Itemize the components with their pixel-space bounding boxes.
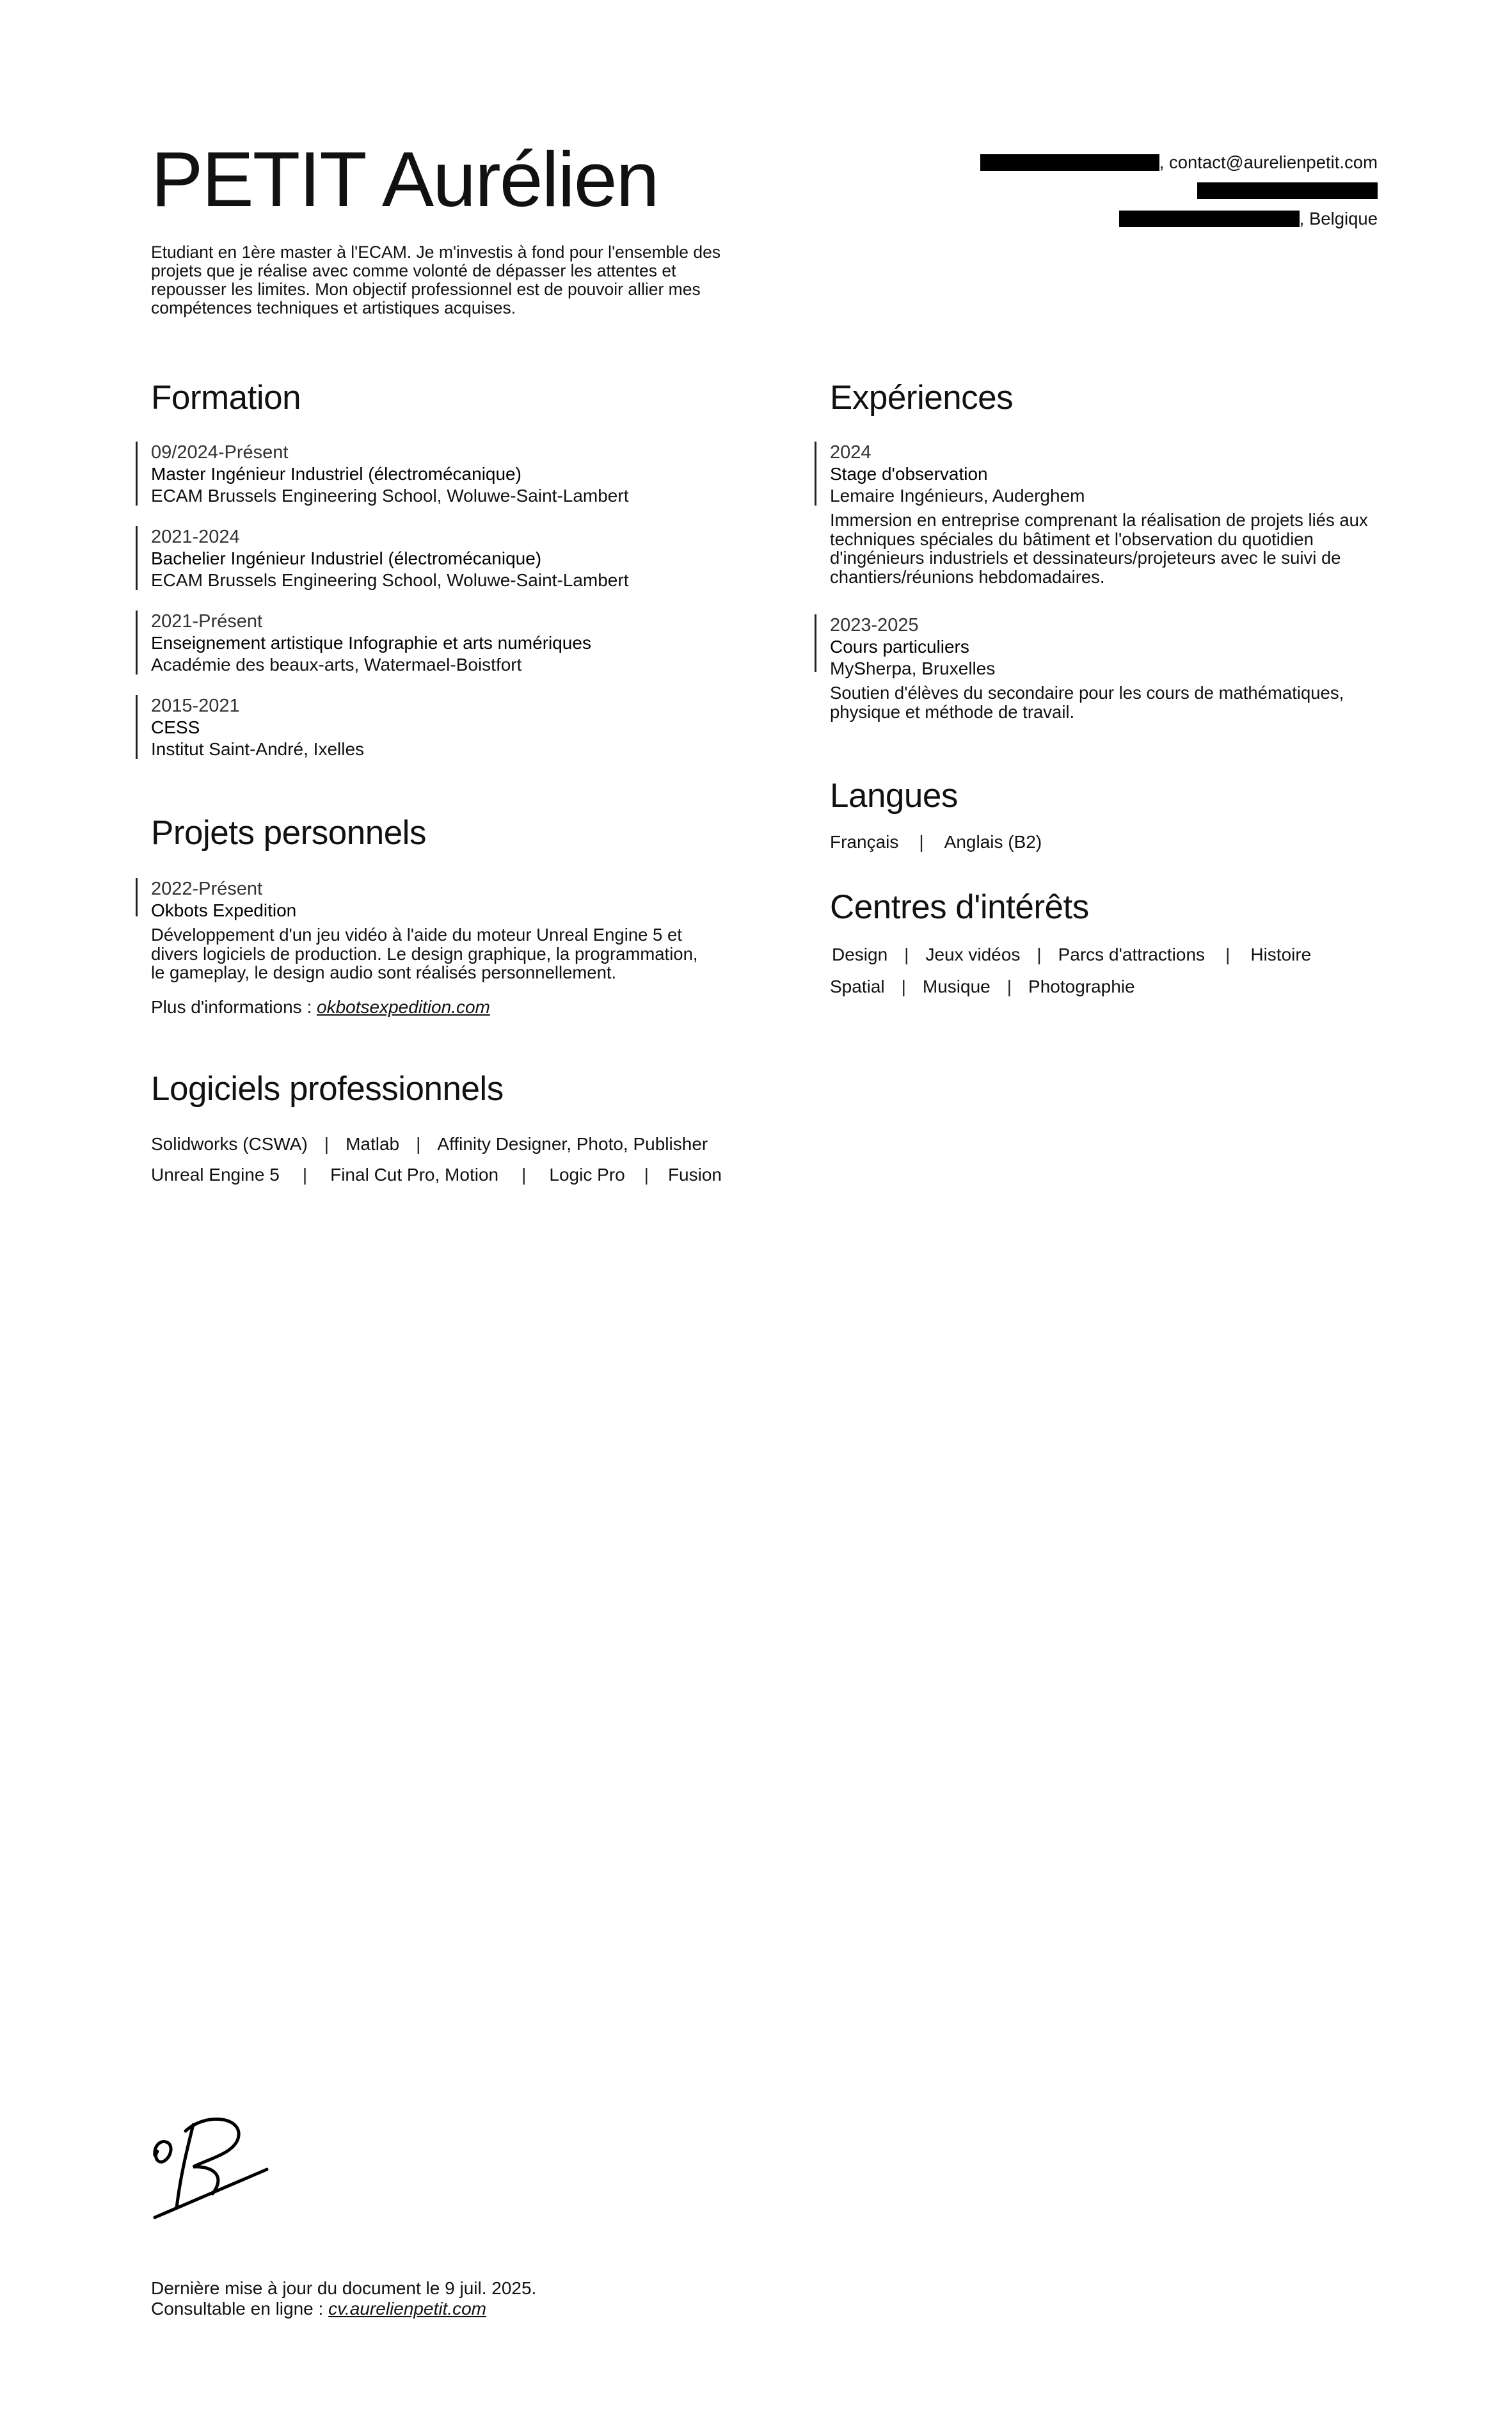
formation-entry <box>151 442 791 507</box>
redacted-phone <box>980 154 1159 171</box>
contact-address-line <box>930 205 1378 233</box>
interest-item: Jeux vidéos <box>925 945 1021 964</box>
formation-entry <box>151 611 791 676</box>
software-item: Final Cut Pro, Motion <box>330 1165 499 1185</box>
entry-title: Bachelier Ingénieur Industriel (électromécanique) <box>151 548 542 568</box>
footer <box>151 2278 536 2319</box>
logiciels-title: Logiciels professionnels <box>151 1070 504 1108</box>
interets-title: Centres d'intérêts <box>830 888 1089 926</box>
entry-org: ECAM Brussels Engineering School, Woluwe-Saint-Lambert <box>151 486 629 506</box>
redacted-street <box>1197 182 1378 199</box>
formation-title: Formation <box>151 379 301 417</box>
entry-date: 2021-Présent <box>151 611 263 632</box>
entry-date: 2022-Présent <box>151 879 263 899</box>
entry-date: 2015-2021 <box>151 696 240 716</box>
interest-item: Photographie <box>1028 977 1135 996</box>
project-more-info <box>151 996 714 1018</box>
entry-bar <box>136 878 138 916</box>
first-name: Aurélien <box>381 136 658 223</box>
entry-title: Okbots Expedition <box>151 900 297 920</box>
formation-entry <box>151 526 791 591</box>
separator: | <box>324 1134 330 1154</box>
logiciels-row-2 <box>151 1162 722 1188</box>
logiciels-row-1 <box>151 1131 708 1157</box>
langues-row <box>830 829 1042 855</box>
interest-item: Musique <box>922 977 991 996</box>
interets-row-2 <box>830 974 1135 1000</box>
entry-bar <box>136 526 138 590</box>
separator: | <box>901 977 906 996</box>
software-item: Matlab <box>346 1134 400 1154</box>
signature-stroke <box>155 2141 171 2162</box>
footer-online-label: Consultable en ligne : <box>151 2299 329 2319</box>
separator: | <box>1225 945 1230 964</box>
interest-item: Parcs d'attractions <box>1058 945 1206 964</box>
language-item: Français <box>830 832 899 852</box>
separator: | <box>644 1165 649 1185</box>
entry-org: MySherpa, Bruxelles <box>830 659 996 678</box>
interest-item: Histoire <box>1250 945 1312 964</box>
entry-date: 2023-2025 <box>830 615 919 635</box>
experience-entry <box>830 442 1393 586</box>
entry-title: Enseignement artistique Infographie et arts numériques <box>151 633 591 653</box>
entry-org: ECAM Brussels Engineering School, Woluwe-Saint-Lambert <box>151 570 629 590</box>
separator: | <box>919 832 924 852</box>
projets-title: Projets personnels <box>151 814 426 852</box>
entry-title: Cours particuliers <box>830 637 969 657</box>
separator: | <box>904 945 909 964</box>
software-item: Fusion <box>667 1165 722 1185</box>
entry-description: Développement d'un jeu vidéo à l'aide du moteur Unreal Engine 5 et divers logiciels de production. Le design graphique, la programmation, le gameplay, le design audio sont réalisés personnellement. <box>151 925 698 982</box>
signature-stroke <box>186 2119 239 2194</box>
language-item: Anglais (B2) <box>944 832 1042 852</box>
interest-item: Design <box>832 945 888 964</box>
experience-entry <box>830 614 1393 721</box>
separator: | <box>1037 945 1042 964</box>
redacted-city <box>1119 211 1300 227</box>
contact-block <box>930 148 1378 233</box>
contact-redacted-line <box>930 177 1378 205</box>
contact-country: , Belgique <box>1299 209 1378 228</box>
entry-org: Lemaire Ingénieurs, Auderghem <box>830 486 1085 506</box>
footer-updated: Dernière mise à jour du document le 9 juil. 2025. <box>151 2278 537 2298</box>
entry-bar <box>136 695 138 759</box>
entry-title: Stage d'observation <box>830 464 988 484</box>
project-entry <box>151 878 714 1018</box>
entry-bar <box>815 614 816 672</box>
entry-description: Soutien d'élèves du secondaire pour les cours de mathématiques, physique et méthode de travail. <box>830 683 1344 722</box>
signature-image <box>148 2112 276 2240</box>
footer-online-link[interactable]: cv.aurelienpetit.com <box>328 2299 487 2319</box>
entry-org: Institut Saint-André, Ixelles <box>151 739 365 759</box>
separator: | <box>521 1165 527 1185</box>
entry-date: 09/2024-Présent <box>151 442 289 463</box>
entry-title: Master Ingénieur Industriel (électromécanique) <box>151 464 521 484</box>
contact-email-line <box>930 148 1378 177</box>
entry-bar <box>136 442 138 506</box>
entry-title: CESS <box>151 717 200 737</box>
software-item: Affinity Designer, Photo, Publisher <box>437 1134 708 1154</box>
interets-row-1 <box>832 942 1311 968</box>
footer-online <box>151 2299 536 2319</box>
more-info-label: Plus d'informations : <box>151 996 317 1017</box>
software-item: Solidworks (CSWA) <box>151 1134 308 1154</box>
entry-description: Immersion en entreprise comprenant la réalisation de projets liés aux techniques spéciales du bâtiment et l'observation du quotidien d'ingénieurs industriels et dessinateurs/projeteurs avec le suivi de chantiers/réunions hebdomadaires. <box>830 510 1368 587</box>
entry-org: Académie des beaux-arts, Watermael-Boistfort <box>151 655 522 675</box>
entry-bar <box>136 611 138 675</box>
experiences-title: Expériences <box>830 379 1014 417</box>
signature-stroke <box>177 2125 193 2208</box>
name-heading <box>151 131 658 227</box>
separator: | <box>416 1134 421 1154</box>
software-item: Unreal Engine 5 <box>151 1165 280 1185</box>
entry-bar <box>815 442 816 506</box>
software-item: Logic Pro <box>549 1165 625 1185</box>
entry-date: 2021-2024 <box>151 527 240 547</box>
formation-entry <box>151 695 791 760</box>
signature-stroke <box>155 2169 267 2217</box>
contact-email: , contact@aurelienpetit.com <box>1159 152 1378 172</box>
separator: | <box>1007 977 1012 996</box>
last-name: PETIT <box>151 136 366 223</box>
langues-title: Langues <box>830 777 958 815</box>
project-website-link[interactable]: okbotsexpedition.com <box>317 996 490 1017</box>
separator: | <box>302 1165 308 1185</box>
interest-item: Spatial <box>830 977 885 996</box>
summary-text: Etudiant en 1ère master à l'ECAM. Je m'investis à fond pour l'ensemble des projets que je réalise avec comme volonté de dépasser les attentes et repousser les limites. Mon objectif professionnel est de pouvoir allier mes compétences techniques et artistiques acquises. <box>151 243 721 317</box>
entry-date: 2024 <box>830 442 871 463</box>
